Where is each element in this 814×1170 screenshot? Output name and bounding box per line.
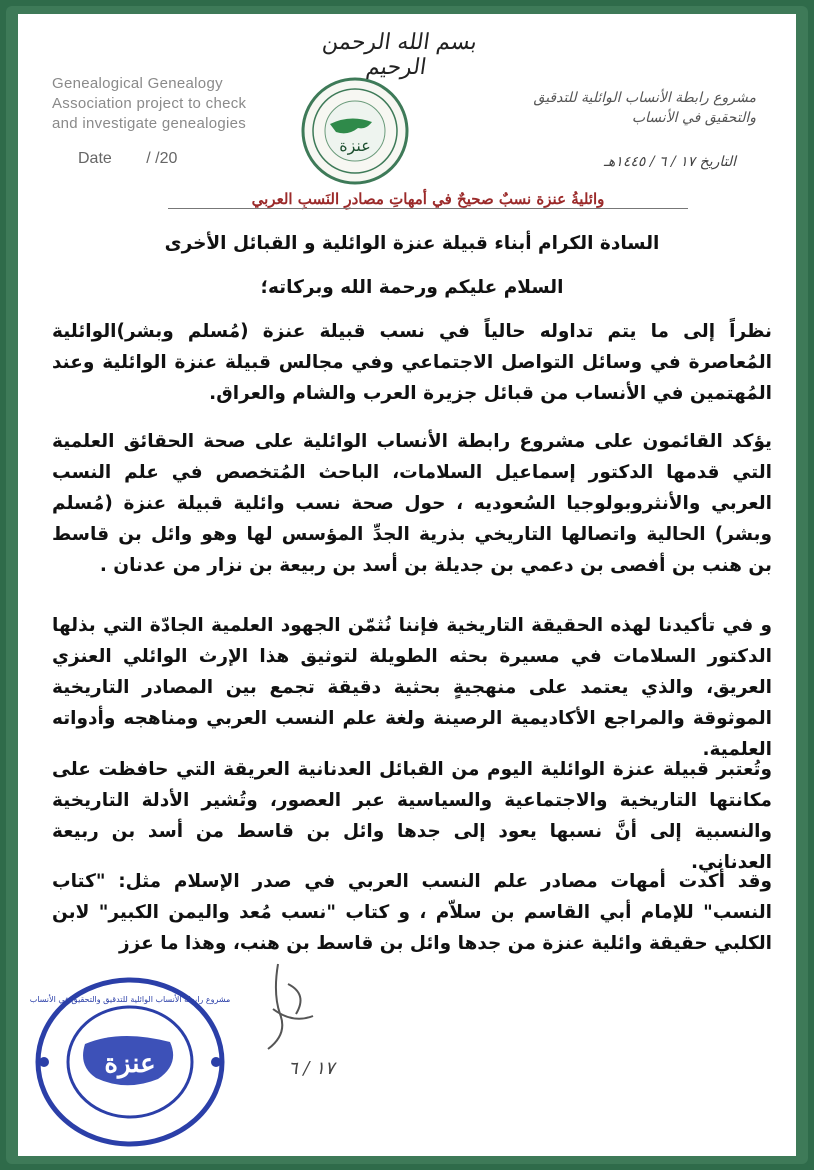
handwritten-signature — [218, 954, 338, 1104]
red-title: وائليةُ عنزة نسبٌ صحيحٌ في أمهاتِ مصادرِ النَسبِ العربي — [251, 190, 605, 208]
paragraph: يؤكد القائمون على مشروع رابطة الأنساب الوائلية على صحة الحقائق العلمية التي قدمها الدكتور إسماعيل السلامات، الباحث المُتخصص في علم النسب العربي والأنثروبولوجيا السُعوديه ، حول صحة نسب وائلية قبيلة عنزة (مُسلم وبشر) الحالية واتصالها التاريخي بذرية الجدِّ المؤسس لها وهو وائل بن قاسط بن هنب بن أفصى بن دعمي بن جديلة بن أسد بن ربيعة بن نزار من عدنان . — [52, 431, 772, 576]
date-value: / /20 — [146, 150, 178, 167]
logo-text: عنزة — [339, 136, 371, 155]
header-divider — [168, 208, 688, 209]
stamp-center-text: عنزة — [104, 1049, 156, 1079]
english-header-line: Genealogical Genealogy — [52, 75, 223, 92]
paragraph: نظراً إلى ما يتم تداوله حالياً في نسب قبيلة عنزة (مُسلم وبشر)الوائلية المُعاصرة في وسائل التواصل الاجتماعي وفي مجالس قبيلة عنزة الوائلية وعند المُهتمين في الأنساب من قبائل جزيرة العرب والشام والعراق. — [52, 321, 772, 404]
english-header — [52, 74, 282, 134]
paragraph: و في تأكيدنا لهذه الحقيقة التاريخية فإننا نُثمّن الجهود العلمية الجادّة التي بذلها الدكتور السلامات في مسيرة بحثه الطويلة لتوثيق هذا الإرث الوائلي العنزي العريق، والذي يعتمد على منهجيةٍ بحثية دقيقة تجمع بين المصادر التاريخية الموثوقة والمراجع الأكاديمية الرصينة ولغة علم النسب العربي ومناهجه وأدواته العلمية. — [52, 615, 772, 760]
english-date — [78, 150, 177, 168]
english-header-line: Association project to check — [52, 95, 247, 112]
stamp-ring-text: مشروع رابطة الأنساب الوائلية للتدقيق والتحقيق في الأنساب — [30, 995, 230, 1004]
arabic-header-line: مشروع رابطة الأنساب الوائلية للتدقيق — [533, 90, 756, 106]
letter-page — [18, 14, 796, 1156]
paragraph: وقد أكدت أمهات مصادر علم النسب العربي في صدر الإسلام مثل: "كتاب النسب" للإمام أبي القاسم بن سلاّم ، و كتاب "نسب مُعد واليمن الكبير" لابن الكلبي حقيقة وائلية عنزة من جدها وائل بن قاسط بن هنب، وهذا ما عزز — [52, 871, 772, 954]
basmala: بسم الله الرحمن الرحيم — [320, 30, 479, 80]
arabic-header-line: والتحقيق في الأنساب — [631, 110, 756, 126]
arabic-date: التاريخ ١٧ / ٦ / ١٤٤٥هـ — [603, 154, 736, 170]
salutation: السادة الكرام أبناء قبيلة عنزة الوائلية و القبائل الأخرى — [164, 233, 660, 254]
association-logo — [300, 76, 410, 186]
english-header-line: and investigate genealogies — [52, 115, 247, 132]
date-label: Date — [78, 150, 112, 167]
official-stamp — [30, 974, 230, 1149]
signature-date: ١٧ / ٦ — [288, 1058, 335, 1079]
greeting: السلام عليكم ورحمة الله وبركاته؛ — [260, 277, 564, 298]
arabic-header — [456, 88, 756, 128]
paragraph: وتُعتبر قبيلة عنزة الوائلية اليوم من القبائل العدنانية العريقة التي حافظت على مكانتها التاريخية والاجتماعية والسياسية عبر العصور، وتُشير الأدلة التاريخية والنسبية إلى أنَّ نسبها يعود إلى جدها وائل بن قاسط من أسد بن ربيعة العدناني. — [52, 759, 772, 873]
